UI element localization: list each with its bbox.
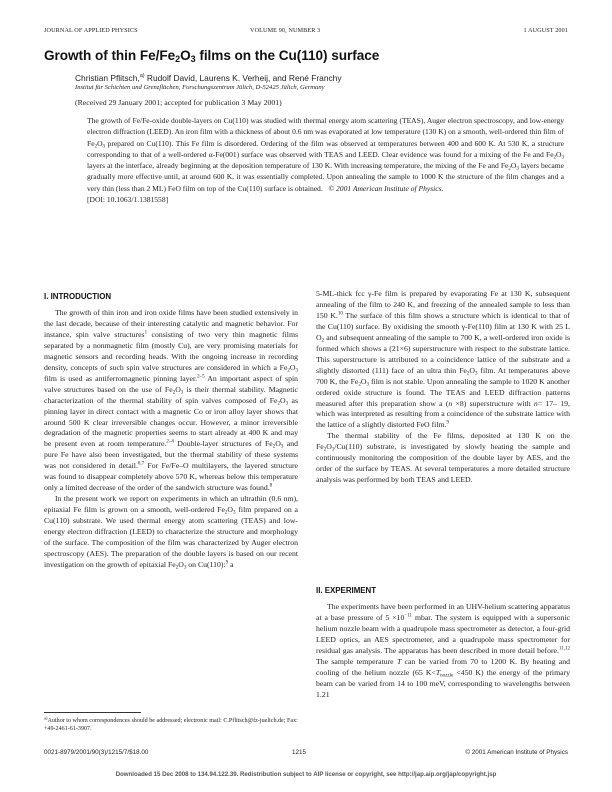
footnote-divider [44, 712, 141, 713]
section-heading-experiment: II. EXPERIMENT [316, 586, 377, 595]
volume-number: VOLUME 90, NUMBER 3 [250, 27, 321, 34]
citation[interactable]: 9 [446, 420, 449, 426]
title-text: films on the Cu(110) surface [195, 48, 380, 63]
citation[interactable]: 2–5 [197, 374, 205, 380]
received-dates: (Received 29 January 2001; accepted for publication 3 May 2001) [75, 98, 282, 107]
author-names: Rudolf David, Laurens K. Verheij, and René Franchy [144, 73, 342, 83]
doi[interactable]: [DOI: 10.1063/1.1381558] [87, 195, 169, 205]
citation[interactable]: 1 [144, 330, 148, 336]
citation[interactable]: 6,7 [137, 461, 145, 467]
citation[interactable]: 2–4 [166, 439, 174, 445]
page-footer [44, 749, 568, 759]
intro-paragraph-2: In the present work we report on experiments in which an ultrathin (0.6 nm), epitaxial Fe film is grown on a smooth, well-ordered $Fe_2O_3$ film prepared on a Cu(110) substrate. We used thermal energy atom scattering (TEAS) and low-energy electron diffraction (LEED) to characterize the structure and morphology of the surface. The composition of the film was characterized by Auger electron spectroscopy (AES). The preparation of the double layers is based on our recent investigation on the growth of epitaxial $Fe_2O_3$ on Cu(110):$^9$ a [44, 494, 298, 571]
left-column [44, 308, 298, 571]
author-footnote [44, 717, 298, 733]
title-subscript: 2 [175, 54, 181, 64]
intro-paragraph-1: The growth of thin iron and iron oxide films have been studied extensively in the last decade, because of their interesting catalytic and magnetic behavior. For instance, spin valve structures$^1$ consisting of two very thin magnetic films separated by a nonmagnetic film (mostly Cu), are very promising materials for magnetic sensors and recording heads. With the ongoing increase in recording density, concepts of such spin valve structures are considered in which a $Fe_2O_3$ film is used as antiferromagnetic pinning layer.$^{2-5}$ An important aspect of spin valve structures based on the use of $Fe_2O_3$ is their thermal stability. Magnetic characterization of the thermal stability of spin valves composed of $Fe_2O_3$ as pinning layer in direct contact with a magnetic Co or iron alloy layer shows that around 500 K clear irreversible changes occur. However, a minor irreversible degradation of the magnetic properties seems to start already at 400 K and may be present even at room temperature.$^{2-4}$ Double-layer structures of $Fe_2O_3$ and pure Fe have also been investigated, but the thermal stability of these systems was not considered in detail.$^{6,7}$ For Fe/Fe–O multilayers, the layered structure was found to disappear completely above 570 K, whereas below this temperature only a limited decrease of the order of the sandwich structure was found.$^8$ [44, 308, 298, 493]
right-column [316, 289, 570, 486]
article-code: 0021-8979/2001/90(3)/1215/7/$18.00 [44, 749, 149, 756]
footnote-text: Author to whom correspondences should be addressed; electronic mail: C.Pflitsch@fz-juelich.de; Fax: +49-2461-61-3907. [44, 718, 298, 733]
running-header [44, 27, 568, 37]
article-title [44, 48, 379, 63]
footnote-marker[interactable]: a) [139, 73, 145, 79]
right-paragraph-2: The thermal stability of the Fe films, deposited at 130 K on the $Fe_2O_3/Cu(110)$ substrate, is investigated by slowly heating the sample and continuously monitoring the composition of the double layer by AES, and the order of the surface by TEAS. At several temperatures a more detailed structure analysis was performed by both TEAS and LEED. [316, 431, 570, 485]
section-heading-introduction: I. INTRODUCTION [44, 292, 112, 301]
title-subscript: 3 [190, 54, 196, 64]
title-text: Growth of thin Fe/Fe [44, 48, 176, 63]
footnote-marker: a) [44, 715, 48, 721]
page-number: 1215 [292, 749, 307, 756]
experiment-paragraph-1: The experiments have been performed in an UHV-helium scattering apparatus at a base pressure of $5 \times 10^{-11}$ mbar. The system is equipped with a supersonic helium nozzle beam with a quadrupole mass spectrometer as detector, a four-grid LEED optics, an AES spectrometer, and a quadrupole mass spectrometer for residual gas analysis. The apparatus has been described in more detail before.$^{11,12}$ The sample temperature T can be varied from 70 to 1200 K. By heating and cooling of the helium nozzle (65 $K<T_{nozzle} <450$ K) the energy of the primary beam can be varied from 14 to 100 meV, corresponding to wavelengths between 1.21 [316, 602, 571, 699]
citation[interactable]: 11,12 [558, 646, 570, 652]
affiliation: Institut für Schichten und Grenzflächen, Forschungszentrum Jülich, D-52425 Jülich, Germany [75, 84, 325, 91]
citation[interactable]: 10 [337, 311, 343, 317]
download-notice: Downloaded 15 Dec 2008 to 134.94.122.39. Redistribution subject to AIP license or copyright, see http://jap.aip.org/jap/copyright.jsp [115, 771, 497, 778]
author-list [75, 73, 342, 83]
footer-copyright: © 2001 American Institute of Physics [465, 749, 568, 756]
right-paragraph-1: 5-ML-thick fcc γ-Fe film is prepared by evaporating Fe at 130 K, subsequent annealing of the film to 240 K, and freezing of the annealed sample to less than 150 K.$^{10}$ The surface of this film shows a structure which is identical to that of the Cu(110) surface. By oxidising the smooth γ-Fe(110) film at 130 K with 25 L $O_2$ and subsequent annealing of the sample to 700 K, a well-ordered iron oxide is formed which shows a (21×6) superstructure with respect to the substrate lattice. This superstructure is attributed to a coincidence lattice of the substrate and a slightly distorted (111) face of an ultra thin $Fe_2O_3$ film. At temperatures above 700 K, the $Fe_2O_3$ film is not stable. Upon annealing the sample to 1020 K another ordered oxide structure is found. The TEAS and LEED diffraction patterns measured after this preparation show a (n ×8) superstructure with n= 17– 19, which was interpreted as resulting from a coincidence of the substrate lattice with the lattice of a slightly distorted FeO film.$^9$ [316, 289, 570, 430]
title-text: O [180, 48, 191, 63]
abstract [87, 115, 564, 205]
author-name: Christian Pflitsch, [75, 73, 140, 83]
citation[interactable]: 9 [225, 560, 229, 566]
abstract-copyright: © 2001 American Institute of Physics. [328, 183, 444, 193]
abstract-text: The growth of Fe/Fe-oxide double-layers on Cu(110) was studied with thermal energy atom scattering (TEAS), Auger electron spectroscopy, and low-energy electron diffraction (LEED). An iron film with a thickness of about 0.6 nm was evaporated at low temperature (130 K) on a smooth, well-ordered thin film of $Fe_2O_3$ prepared on Cu(110). This Fe film is disordered. Ordering of the film was observed at temperatures between 400 and 600 K. At 530 K, a structure corresponding to that of a well-ordered α-Fe(001) surface was observed with TEAS and LEED. Clear evidence was found for a mixing of the Fe and $Fe_2O_3$ layers at the interface, already beginning at the deposition temperature of 130 K. With increasing temperature, the mixing of the Fe and $Fe_2O_3$ layers became gradually more effective until, at around 600 K, it was essentially completed. Upon annealing the sample to 1000 K the structure of the film changes and a very thin (less than 2 ML) FeO film on top of the Cu(110) surface is obtained. © 2001 American Institute of Physics. [87, 116, 565, 193]
citation[interactable]: 8 [269, 483, 273, 489]
journal-name: JOURNAL OF APPLIED PHYSICS [44, 27, 138, 34]
experiment-column [316, 602, 570, 701]
issue-date: 1 AUGUST 2001 [523, 27, 568, 34]
